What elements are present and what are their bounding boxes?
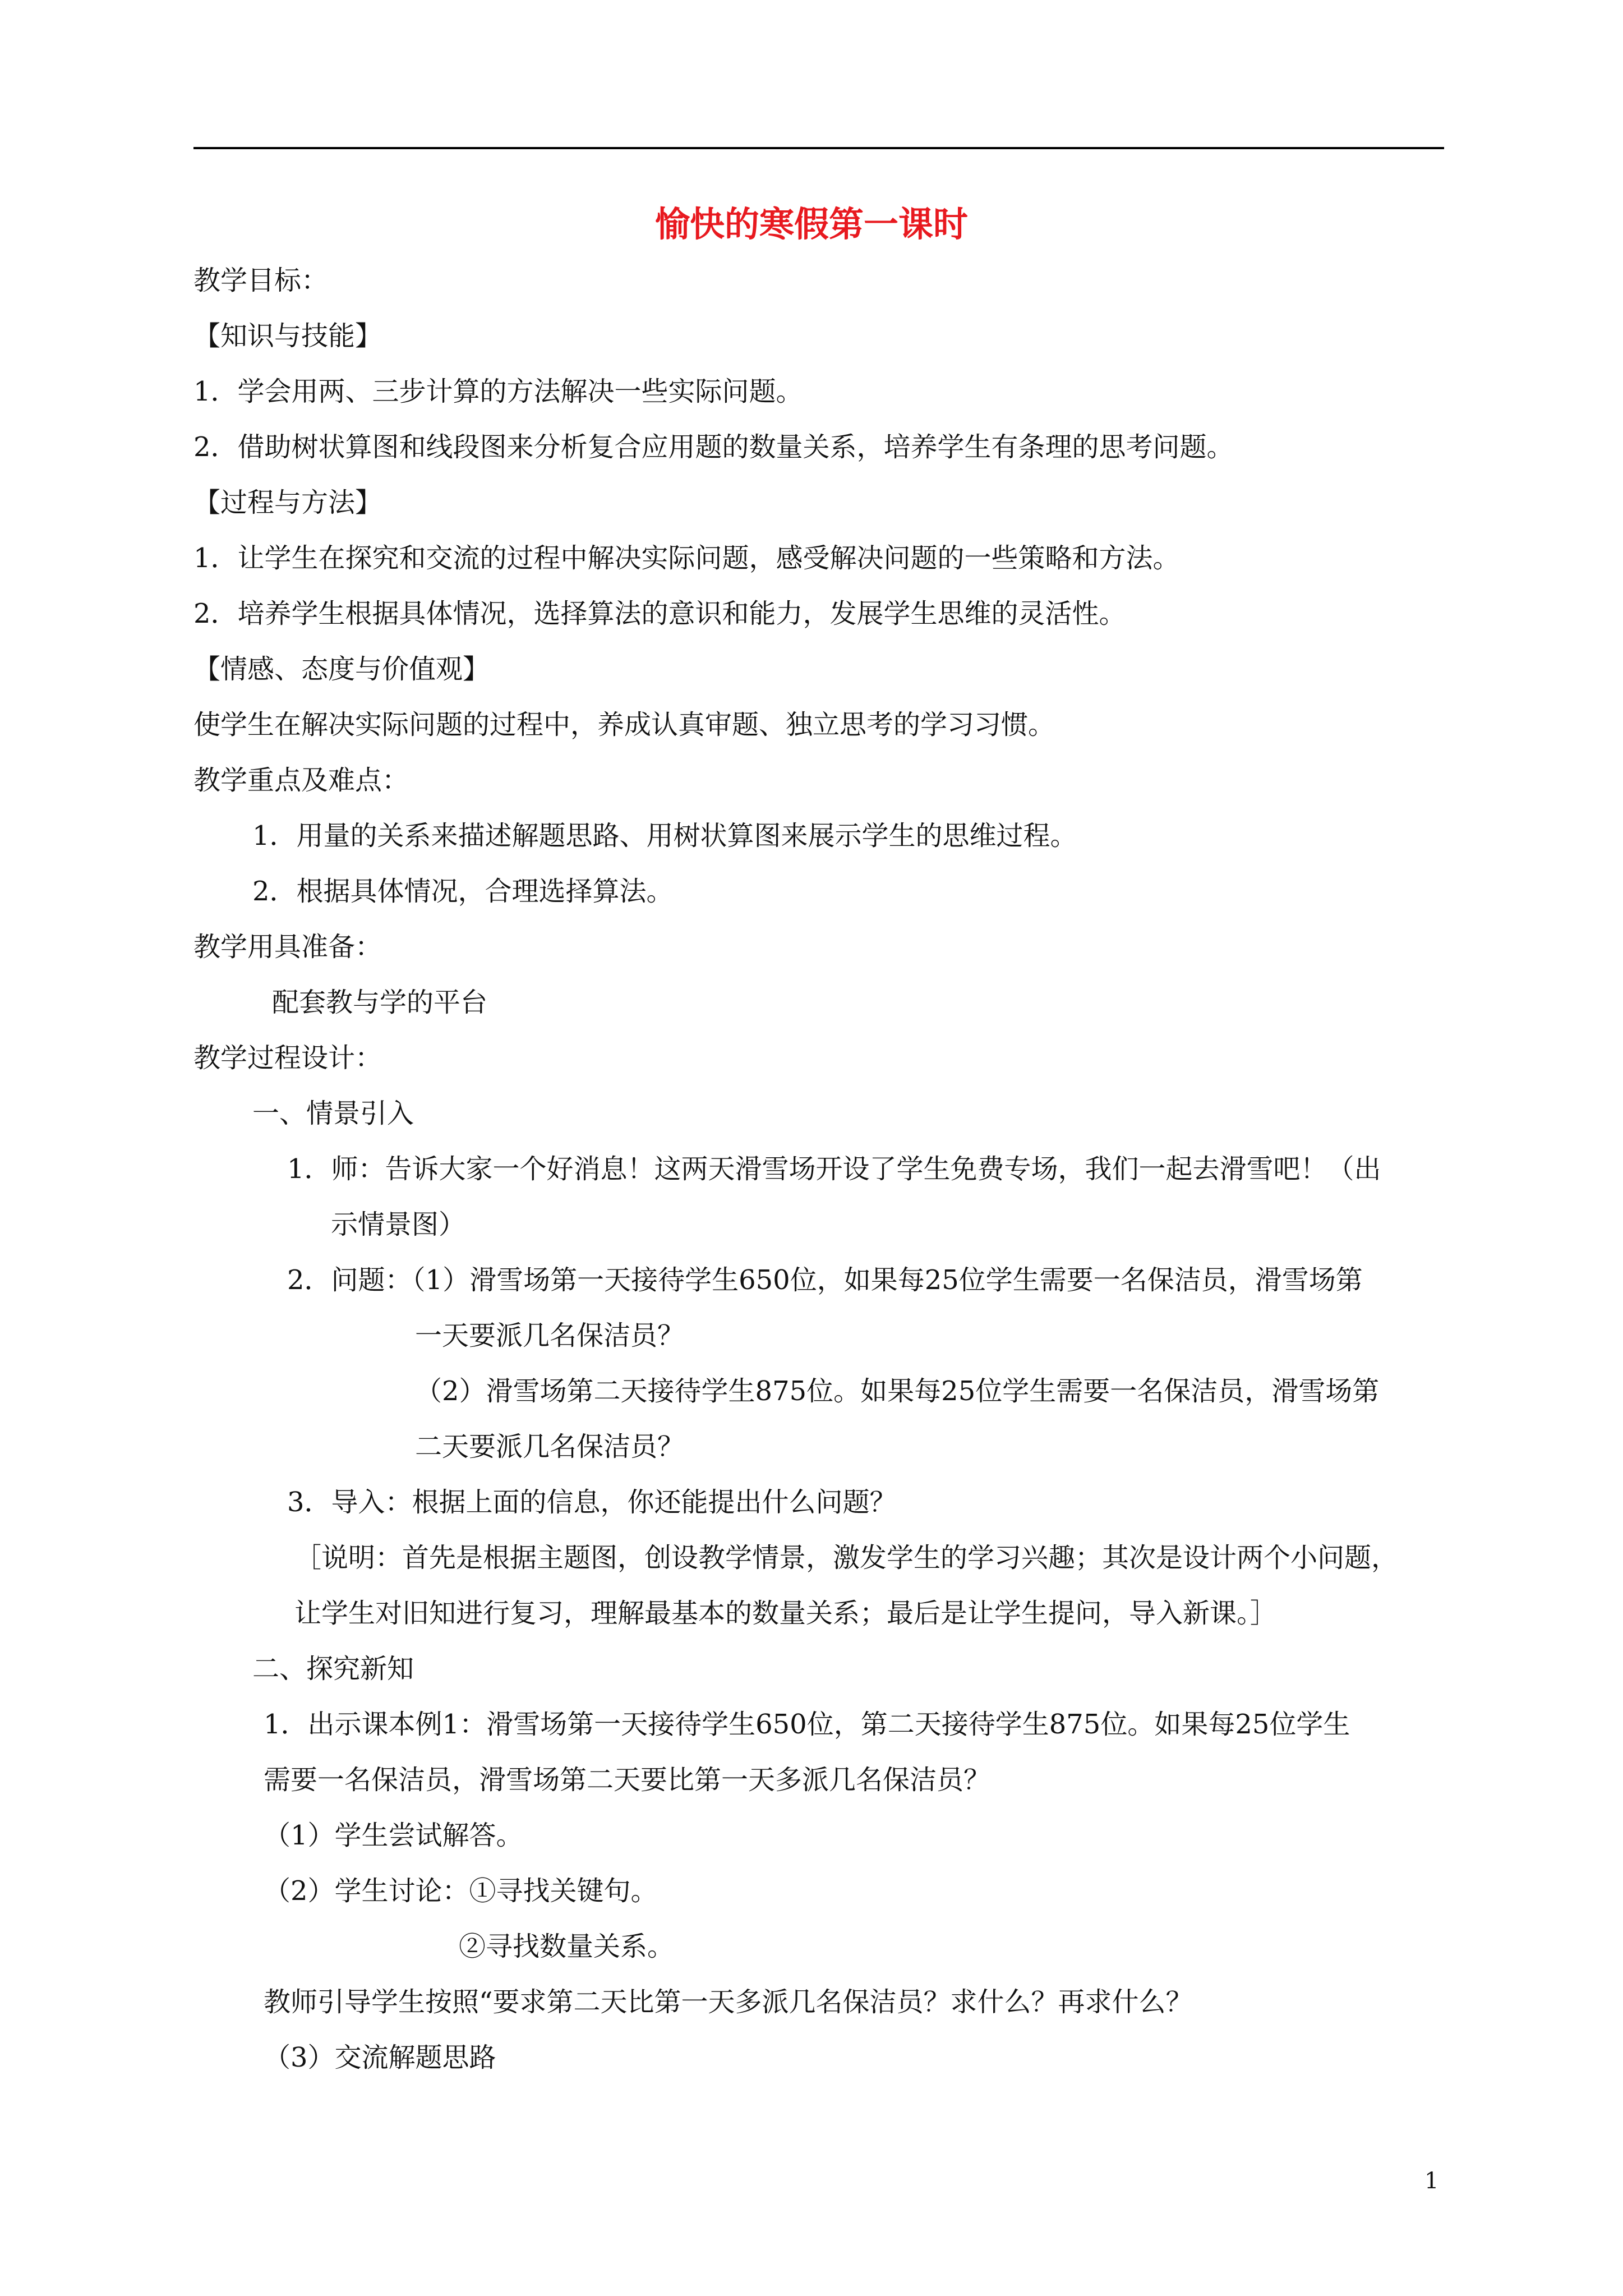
body-paragraph: 使学生在解决实际问题的过程中，养成认真审题、独立思考的学习习惯。 bbox=[193, 709, 1055, 740]
step-item: 1．师：告诉大家一个好消息！这两天滑雪场开设了学生免费专场，我们一起去滑雪吧！（出 bbox=[287, 1153, 1381, 1185]
subheading-process-methods: 【过程与方法】 bbox=[193, 487, 382, 518]
step-heading-introduction: 一、情景引入 bbox=[252, 1098, 414, 1129]
materials-item: 配套教与学的平台 bbox=[272, 987, 488, 1018]
section-heading-key-points: 教学重点及难点： bbox=[193, 765, 409, 796]
section-heading-materials: 教学用具准备： bbox=[193, 931, 382, 963]
objective-item: 2．借助树状算图和线段图来分析复合应用题的数量关系，培养学生有条理的思考问题。 bbox=[193, 431, 1234, 463]
document-title: 愉快的寒假第一课时 bbox=[654, 204, 968, 245]
step-item-continuation: 一天要派几名保洁员？ bbox=[415, 1320, 685, 1351]
step-subitem: （2）滑雪场第二天接待学生875位。如果每25位学生需要一名保洁员，滑雪场第 bbox=[415, 1375, 1380, 1407]
example-subitem: （1）学生尝试解答。 bbox=[264, 1820, 523, 1851]
example-item: 1．出示课本例1：滑雪场第一天接待学生650位，第二天接待学生875位。如果每25位学生 bbox=[264, 1709, 1350, 1740]
teacher-guidance: 教师引导学生按照“要求第二天比第一天多派几名保洁员？求什么？再求什么？ bbox=[264, 1986, 1193, 2018]
objective-item: 1．学会用两、三步计算的方法解决一些实际问题。 bbox=[193, 376, 803, 407]
header-rule bbox=[193, 147, 1444, 149]
page-number: 1 bbox=[1424, 2168, 1439, 2194]
section-heading-process-design: 教学过程设计： bbox=[193, 1042, 382, 1074]
step-item-continuation: 示情景图） bbox=[331, 1209, 466, 1240]
example-subitem: （2）学生讨论：①寻找关键句。 bbox=[264, 1875, 658, 1907]
explanation-note: ［说明：首先是根据主题图，创设教学情景，激发学生的学习兴趣；其次是设计两个小问题， bbox=[294, 1542, 1399, 1573]
explanation-note-continuation: 让学生对旧知进行复习，理解最基本的数量关系；最后是让学生提问，导入新课。］ bbox=[294, 1598, 1278, 1629]
example-subitem: （3）交流解题思路 bbox=[264, 2042, 496, 2073]
subheading-knowledge-skills: 【知识与技能】 bbox=[193, 320, 382, 352]
key-point-item: 2．根据具体情况，合理选择算法。 bbox=[252, 876, 674, 907]
objective-item: 2．培养学生根据具体情况，选择算法的意识和能力，发展学生思维的灵活性。 bbox=[193, 598, 1126, 629]
example-subitem-continuation: ②寻找数量关系。 bbox=[459, 1931, 675, 1962]
objective-item: 1．让学生在探究和交流的过程中解决实际问题，感受解决问题的一些策略和方法。 bbox=[193, 542, 1180, 574]
step-item: 2．问题：（1）滑雪场第一天接待学生650位，如果每25位学生需要一名保洁员，滑雪场第 bbox=[287, 1264, 1363, 1296]
section-heading-objectives: 教学目标： bbox=[193, 265, 329, 296]
key-point-item: 1．用量的关系来描述解题思路、用树状算图来展示学生的思维过程。 bbox=[252, 820, 1077, 852]
example-item-continuation: 需要一名保洁员，滑雪场第二天要比第一天多派几名保洁员？ bbox=[264, 1764, 991, 1796]
step-item-continuation: 二天要派几名保洁员？ bbox=[415, 1431, 685, 1462]
subheading-emotion-values: 【情感、态度与价值观】 bbox=[193, 654, 490, 685]
step-item: 3．导入：根据上面的信息，你还能提出什么问题？ bbox=[287, 1487, 897, 1518]
step-heading-explore: 二、探究新知 bbox=[252, 1653, 414, 1685]
